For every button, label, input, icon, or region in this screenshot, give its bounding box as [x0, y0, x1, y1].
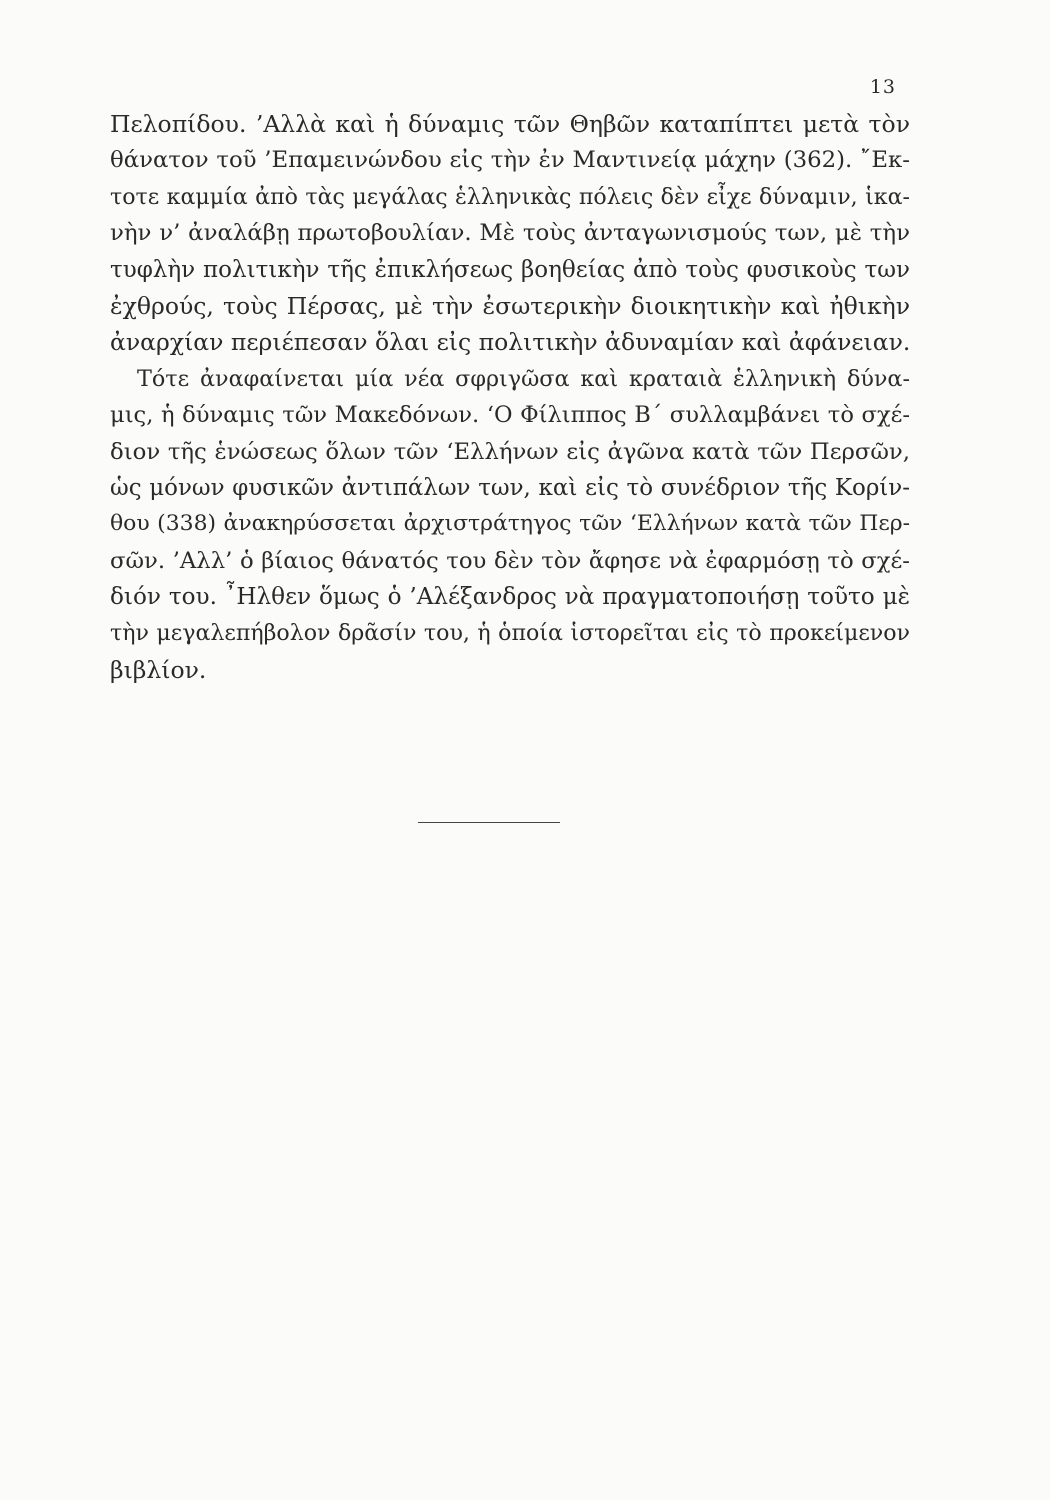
text-line: τοτε καμμία ἀπὸ τὰς μεγάλας ἑλληνικὰς πόλεις δὲν εἶχε δύναμιν, ἱκα-: [110, 183, 910, 210]
text-line: ἀναρχίαν περιέπεσαν ὅλαι εἰς πολιτικὴν ἀδυναμίαν καὶ ἀφάνειαν.: [110, 328, 911, 357]
text-line: τὴν μεγαλεπήβολον δρᾶσίν του, ἡ ὁποία ἱστορεῖται εἰς τὸ προκείμενον: [110, 620, 910, 647]
text-line: ἐχθρούς, τοὺς Πέρσας, μὲ τὴν ἐσωτερικὴν διοικητικὴν καὶ ἠθικὴν: [110, 291, 910, 320]
text-line: μις, ἡ δύναμις τῶν Μακεδόνων. ‘Ο Φίλιππος Β΄ συλλαμβάνει τὸ σχέ-: [110, 402, 910, 429]
text-line: Πελοπίδου. ’Αλλὰ καὶ ἡ δύναμις τῶν Θηβῶν καταπίπτει μετὰ τὸν: [110, 110, 910, 138]
text-line: Τότε ἀναφαίνεται μία νέα σφριγῶσα καὶ κραταιὰ ἑλληνικὴ δύνα-: [137, 365, 910, 392]
text-line: σῶν. ’Αλλ’ ὁ βίαιος θάνατός του δὲν τὸν ἄφησε νὰ ἐφαρμόσῃ τὸ σχέ-: [110, 547, 910, 574]
text-line: βιβλίον.: [110, 655, 207, 684]
section-divider: [418, 822, 560, 823]
text-line: ὡς μόνων φυσικῶν ἀντιπάλων των, καὶ εἰς τὸ συνέδριον τῆς Κορίν-: [110, 474, 910, 501]
text-line: διον τῆς ἑνώσεως ὅλων τῶν ‘Ελλήνων εἰς ἀγῶνα κατὰ τῶν Περσῶν,: [110, 438, 910, 465]
text-line: τυφλὴν πολιτικὴν τῆς ἐπικλήσεως βοηθείας ἀπὸ τοὺς φυσικοὺς των: [110, 256, 910, 283]
text-line: θάνατον τοῦ ’Επαμεινώνδου εἰς τὴν ἐν Μαντινείᾳ μάχην (362). ῎Εκ-: [110, 147, 910, 174]
body-text: [110, 106, 910, 688]
text-line: νὴν ν’ ἀναλάβῃ πρωτοβουλίαν. Μὲ τοὺς ἀνταγωνισμούς των, μὲ τὴν: [110, 220, 910, 247]
text-line: θου (338) ἀνακηρύσσεται ἀρχιστράτηγος τῶν ‘Ελλήνων κατὰ τῶν Περ-: [110, 511, 910, 537]
text-line: διόν του. ῏Ηλθεν ὅμως ὁ ’Αλέξανδρος νὰ πραγματοποιήσῃ τοῦτο μὲ: [110, 584, 910, 611]
page-number: 13: [869, 76, 896, 98]
